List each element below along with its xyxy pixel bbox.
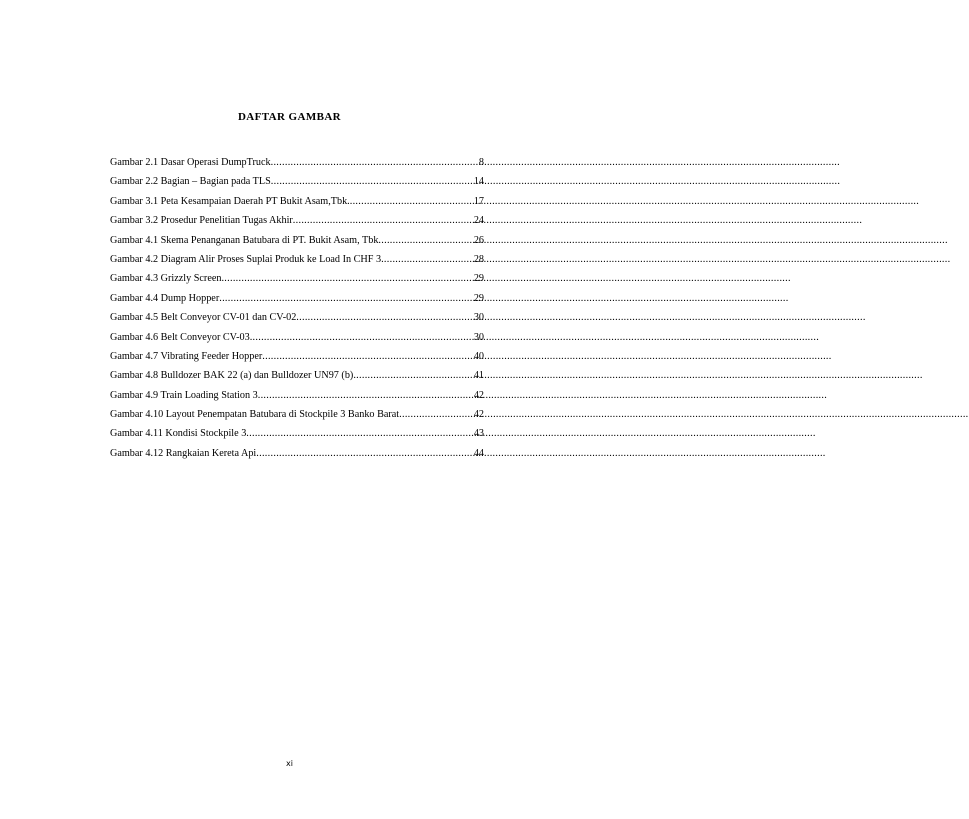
toc-entry-label: Gambar 4.11 Kondisi Stockpile 3 bbox=[110, 428, 247, 440]
toc-entry bbox=[110, 347, 484, 366]
toc-dot-leader bbox=[350, 192, 472, 211]
toc-dot-leader bbox=[378, 231, 471, 250]
list-of-figures-heading: DAFTAR GAMBAR bbox=[237, 111, 342, 123]
toc-entry bbox=[110, 308, 484, 327]
toc-entry bbox=[110, 444, 484, 463]
toc-entry-label: Gambar 4.7 Vibrating Feeder Hopper bbox=[110, 350, 263, 362]
toc-entry-page: 29 bbox=[473, 292, 484, 304]
toc-entry bbox=[110, 172, 484, 191]
toc-entry-label: Gambar 4.1 Skema Penanganan Batubara di PT. Bukit Asam, Tbk bbox=[110, 234, 379, 246]
toc-entry bbox=[110, 405, 484, 424]
toc-dot-leader bbox=[296, 308, 472, 327]
toc-entry-label: Gambar 2.2 Bagian – Bagian pada TLS bbox=[110, 176, 271, 188]
toc-entry bbox=[110, 386, 484, 405]
toc-entry-page: 28 bbox=[473, 253, 484, 265]
toc-dot-leader bbox=[271, 153, 477, 172]
toc-entry-page: 26 bbox=[473, 234, 484, 246]
toc-entry bbox=[110, 366, 484, 385]
toc-entry bbox=[110, 289, 484, 308]
toc-entry bbox=[110, 328, 484, 347]
toc-entry-page: 43 bbox=[473, 428, 484, 440]
toc-dot-leader bbox=[221, 269, 471, 288]
page-number: xi bbox=[286, 759, 293, 768]
toc-dot-leader bbox=[258, 386, 472, 405]
toc-entry bbox=[110, 192, 484, 211]
toc-entry-label: Gambar 4.3 Grizzly Screen bbox=[110, 273, 222, 285]
toc-entry-page: 42 bbox=[473, 409, 484, 421]
toc-entry-label: Gambar 4.8 Bulldozer BAK 22 (a) dan Bulldozer UN97 (b) bbox=[110, 370, 354, 382]
toc-dot-leader bbox=[399, 405, 472, 424]
toc-dot-leader bbox=[219, 289, 472, 308]
toc-entry-page: 17 bbox=[473, 195, 484, 207]
toc-entry-page: 30 bbox=[473, 331, 484, 343]
toc-entry-page: 30 bbox=[473, 312, 484, 324]
toc-entry bbox=[110, 250, 484, 269]
toc-entry-label: Gambar 4.6 Belt Conveyor CV-03 bbox=[110, 331, 250, 343]
toc-dot-leader bbox=[262, 347, 472, 366]
toc-entry-label: Gambar 3.1 Peta Kesampaian Daerah PT Bukit Asam,Tbk. bbox=[110, 195, 350, 207]
toc-entry-label: Gambar 2.1 Dasar Operasi DumpTruck bbox=[110, 157, 271, 168]
toc-entry-label: Gambar 4.4 Dump Hopper bbox=[110, 292, 220, 304]
toc-dot-leader bbox=[271, 172, 472, 191]
toc-entry bbox=[110, 231, 484, 250]
toc-dot-leader bbox=[293, 211, 472, 230]
toc-entry-label: Gambar 4.9 Train Loading Station 3 bbox=[110, 389, 258, 401]
toc-dot-leader bbox=[381, 250, 472, 269]
toc-entry-label: Gambar 4.2 Diagram Alir Proses Suplai Produk ke Load In CHF 3 bbox=[110, 253, 382, 265]
toc-entry-page: 8 bbox=[478, 157, 484, 168]
toc-entry-page: 29 bbox=[473, 273, 484, 285]
toc-entry-page: 40 bbox=[473, 350, 484, 362]
toc-entry-page: 14 bbox=[473, 176, 484, 188]
toc-entry bbox=[110, 211, 484, 230]
toc-entry bbox=[110, 424, 484, 443]
toc-entry bbox=[110, 153, 484, 172]
toc-dot-leader bbox=[250, 328, 472, 347]
toc-entry-page: 42 bbox=[473, 389, 484, 401]
toc-dot-leader bbox=[353, 366, 472, 385]
toc-entry bbox=[110, 269, 484, 288]
toc-entry-label: Gambar 3.2 Prosedur Penelitian Tugas Akhir bbox=[110, 215, 293, 227]
list-of-figures bbox=[110, 153, 484, 463]
toc-entry-page: 24 bbox=[473, 215, 484, 227]
toc-entry-label: Gambar 4.5 Belt Conveyor CV-01 dan CV-02 bbox=[110, 312, 297, 324]
toc-entry-label: Gambar 4.10 Layout Penempatan Batubara di Stockpile 3 Banko Barat bbox=[110, 409, 400, 421]
toc-dot-leader bbox=[246, 424, 472, 443]
toc-entry-page: 41 bbox=[473, 370, 484, 382]
toc-entry-label: Gambar 4.12 Rangkaian Kereta Api bbox=[110, 447, 257, 459]
toc-dot-leader bbox=[256, 444, 472, 463]
toc-entry-page: 44 bbox=[473, 447, 484, 459]
